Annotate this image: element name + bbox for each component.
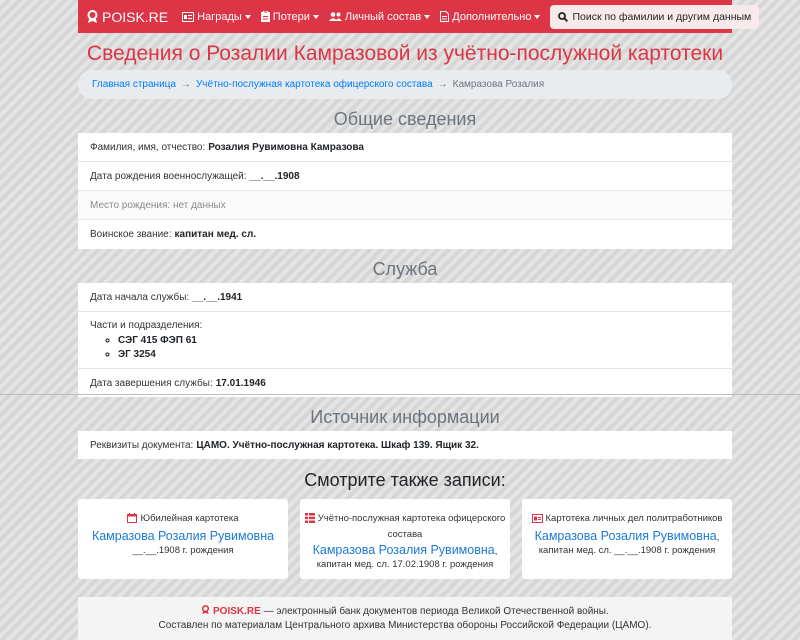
see-also-source-label: Картотека личных дел политработников xyxy=(545,513,723,524)
nav-losses[interactable] xyxy=(261,11,319,23)
fio-label: Фамилия, имя, отчество: xyxy=(90,141,206,153)
see-also-source-label: Юбилейная картотека xyxy=(140,513,239,524)
see-also-suffix: , xyxy=(716,532,720,543)
birth-label: Дата рождения военнослужащей: xyxy=(90,170,247,182)
file-icon xyxy=(440,11,449,22)
service-end-row xyxy=(78,369,732,397)
source-row xyxy=(78,431,732,459)
section-title-service: Служба xyxy=(372,259,438,279)
nav-personnel-label: Личный состав xyxy=(344,10,422,23)
see-also-link[interactable]: Камразова Розалия Рувимовна xyxy=(312,543,495,557)
service-start-value: __.__.1941 xyxy=(192,291,243,303)
fio-row xyxy=(78,133,732,162)
breadcrumb xyxy=(78,70,732,99)
source-label: Реквизиты документа: xyxy=(90,439,194,451)
caret-down-icon xyxy=(245,15,251,19)
units-row xyxy=(78,312,732,369)
source-card xyxy=(78,431,732,459)
navbar xyxy=(78,0,752,33)
service-end-label: Дата завершения службы: xyxy=(90,377,213,389)
rank-row xyxy=(78,220,732,249)
see-also-meta: капитан мед. сл. 17.02.1908 г. рождения xyxy=(316,559,494,570)
see-also-suffix: , xyxy=(494,546,498,557)
clipboard-icon xyxy=(261,11,270,22)
unit-item: ◦ ЭГ 3254 xyxy=(118,348,720,362)
section-title-general: Общие сведения xyxy=(333,109,477,129)
rank-label: Воинское звание: xyxy=(90,229,172,240)
nav-personnel[interactable] xyxy=(329,11,430,23)
divider xyxy=(0,394,800,395)
section-title-source: Источник информации xyxy=(310,407,500,427)
id-card-icon xyxy=(532,514,543,528)
general-card xyxy=(78,133,732,249)
birth-value: __.__.1908 xyxy=(249,170,300,182)
footer-brand[interactable]: POISK.RE xyxy=(213,606,261,617)
breadcrumb-catalog[interactable]: Учётно-послужная картотека офицерского состава xyxy=(195,79,433,90)
nav-awards-label: Награды xyxy=(197,10,242,23)
footer-line-1 xyxy=(78,605,732,619)
medal-icon xyxy=(86,10,99,24)
brand-name: POISK.RE xyxy=(102,8,169,25)
see-also-title: Смотрите также записи: xyxy=(304,470,506,490)
service-start-row xyxy=(78,283,732,312)
units-list xyxy=(90,334,720,362)
nav-losses-label: Потери xyxy=(272,10,310,23)
search-button[interactable] xyxy=(550,5,759,29)
caret-down-icon xyxy=(534,15,540,19)
calendar-icon xyxy=(127,513,137,528)
see-also-source xyxy=(78,512,288,528)
breadcrumb-current: Камразова Розалия xyxy=(452,79,545,90)
page-container xyxy=(78,0,752,631)
breadcrumb-separator: → xyxy=(437,79,448,90)
footer xyxy=(78,597,732,640)
see-also-meta: __.__.1908 г. рождения xyxy=(132,545,234,556)
see-also-card xyxy=(522,499,732,579)
breadcrumb-home[interactable]: Главная страница xyxy=(92,79,176,90)
id-card-icon xyxy=(182,12,194,22)
see-also-link[interactable]: Камразова Розалия Рувимовна xyxy=(91,529,275,543)
rank-value: капитан мед. сл. xyxy=(174,229,257,240)
source-value: ЦАМО. Учётно-послужная картотека. Шкаф 139. Ящик 32. xyxy=(196,439,479,451)
units-label: Части и подразделения: xyxy=(90,320,203,331)
see-also-source xyxy=(522,512,732,528)
unit-item: ◦ СЭГ 415 ФЭП 61 xyxy=(118,334,720,348)
nav-awards[interactable] xyxy=(182,11,251,23)
search-button-label: Поиск по фамилии и другим данным xyxy=(572,10,752,23)
see-also-source-label: Учётно-послужная картотека офицерского состава xyxy=(317,513,506,540)
see-also-source xyxy=(300,512,510,542)
birthplace-text: Место рождения: нет данных xyxy=(90,199,226,211)
users-icon xyxy=(329,12,342,21)
nav-additional[interactable] xyxy=(440,11,540,23)
nav-additional-label: Дополнительно xyxy=(452,10,532,23)
birth-row xyxy=(78,162,732,191)
list-icon xyxy=(305,513,315,528)
service-card xyxy=(78,283,732,397)
see-also-card xyxy=(78,499,288,579)
search-icon xyxy=(558,12,568,22)
medal-icon xyxy=(201,605,210,615)
footer-line-2: Составлен по материалам Центрального архива Министерства обороны Российской Федерации (ЦАМО). xyxy=(158,620,652,631)
caret-down-icon xyxy=(424,15,430,19)
see-also-link[interactable]: Камразова Розалия Рувимовна xyxy=(534,529,717,543)
see-also-meta: капитан мед. сл. __.__.1908 г. рождения xyxy=(538,545,716,556)
fio-value: Розалия Рувимовна Камразова xyxy=(208,141,364,153)
footer-text-1: — электронный банк документов периода Великой Отечественной войны. xyxy=(260,606,609,617)
brand-logo[interactable] xyxy=(86,9,168,25)
birthplace-row xyxy=(78,191,732,220)
service-end-value: 17.01.1946 xyxy=(215,377,266,389)
breadcrumb-separator: → xyxy=(180,79,191,90)
page-title: Сведения о Розалии Камразовой из учётно-послужной картотеки xyxy=(86,42,724,65)
see-also-card xyxy=(300,499,510,579)
service-start-label: Дата начала службы: xyxy=(90,291,190,303)
caret-down-icon xyxy=(313,15,319,19)
